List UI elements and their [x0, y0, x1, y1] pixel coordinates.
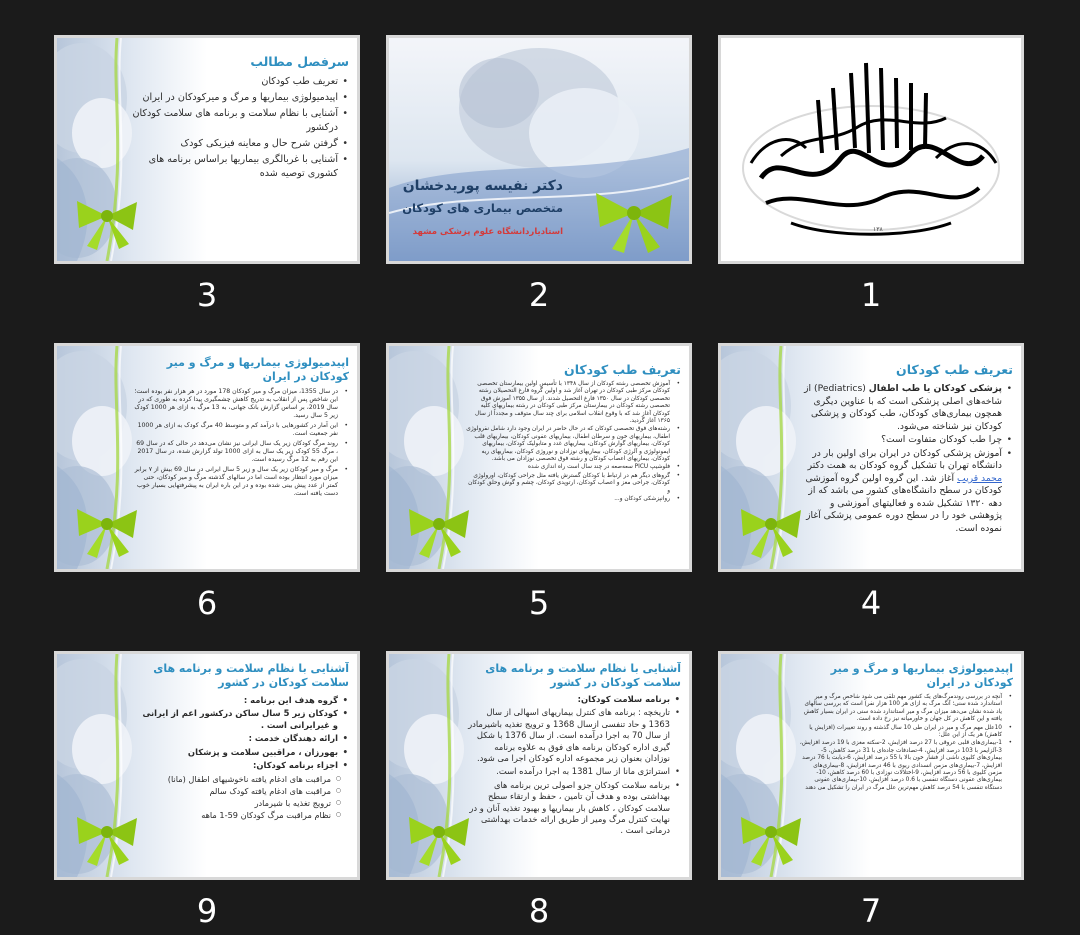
slide-title: تعریف طب کودکان: [896, 362, 1013, 377]
presenter-name: دکتر نفیسه پوریدخشان: [402, 178, 563, 194]
slide-thumbnail-7[interactable]: [718, 651, 1024, 880]
bullet-item: • تاریخچه : برنامه های کنترل بیماریهای اسهالی از سال 1363 و حاد تنفسی ازسال 1368 و ترویج تغذیه باشیرمادر از سال 70 به اجرا درآمده است. از سال 1376 با شکل گیری اداره کودکان برنامه های فوق به علاوه برنامه نوزادان بعنوان زیر مجموعه اداره کودکان اجرا می شود.: [467, 707, 670, 764]
slide-thumbnail-4[interactable]: [718, 343, 1024, 572]
bullet-text: آموزش پزشکی کودکان در ایران برای اولین بار در دانشگاه تهران با تشکیل گروه کودکان به همت دکتر: [807, 447, 1002, 471]
slide-thumbnail-3[interactable]: [54, 35, 360, 264]
slide-title: آشنایی با نظام سلامت و برنامه های سلامت کودکان در کشور: [485, 662, 681, 689]
slide-title: اپیدمیولوژی بیماریها و مرگ و میر کودکان در ایران: [830, 662, 1013, 689]
slide-8: [389, 654, 689, 877]
bullet-item: • مرگ و میر کودکان زیر یک سال و زیر 5 سال ایرانی در سال 69 بیش از ۷ برابر میزان مورد انتظار بوده است اما در سالهای گذشته مرگ و میر کودکان، حتی کمتر از عدد پیش بینی شده بوده و در این باره ایران به پیشرفتهایی بسیار خوب دست یافته است.: [133, 466, 338, 498]
slide-number: 4: [860, 584, 882, 622]
bullet-item: • آشنایی با نظام سلامت و برنامه های سلامت کودکان درکشور: [129, 107, 338, 135]
slide-thumbnail-8[interactable]: [386, 651, 692, 880]
bullet-item: • رشته‌های فوق تخصصی کودکان که در حال حاضر در ایران وجود دارد شامل نفرولوژی اطفال، بیماریهای خون و سرطان اطفال، بیماریهای عفونی کودکان، بیماریهای قلب کودکان، بیماریهای گوارش کودکان، بیماریهای غدد و متابولیک کودکان، بیماریهای ایمونولوژی و آلرژی کودکان، بیماریهای نوزادان و نوروژی کودکان، بیماریهای ریه کودکان، بیماریهای اعصاب کودکان و رشته فوق تخصصی نوزادان می باشد.: [465, 426, 670, 463]
slide-number: 2: [528, 276, 550, 314]
sub-bullet-item: ○ ترویج تغذیه با شیرمادر: [135, 797, 331, 809]
sub-bullet-item: ○ مراقبت های ادغام یافته کودک سالم: [135, 785, 331, 797]
presenter-specialty: متخصص بیماری های کودکان: [402, 201, 563, 215]
bullet-item: • 1-بیماری‌های قلبی عروقی با 27 درصد افزایش، 2-سکته مغزی با 19 درصد افزایش، 3-آلزایمر با 103 درصد افزایش، 4-تصادفات جاده‌ای با 31 درصد کاهش، 5- بیماری‌های کلیوی ناشی از فشار خون بالا با 55 درصد افزایش، 6-دیابت با 76 درصد افزایش، 7-بیماری‌های مزمن انسدادی ریوی با 46 درصد افزایش، 8-بیماری‌های مزمن کلیوی با 56 درصد افزایش، 9-اختلالات نوزادی با 60 درصد کاهش، 10-بیماری‌های عفونی دستگاه تنفسی با 0.6 درصد افزایش، 10-بیماری‌های عفونی دستگاه تنفسی با 54 درصد کاهش مهم‌ترین علل مرگ در ایران را تشکیل می دهند: [799, 740, 1002, 792]
slide-7: [721, 654, 1021, 877]
hyperlink[interactable]: محمد قریب: [957, 472, 1002, 484]
bullet-item: • 10علل مهم مرگ و میر در ایران طی 10 سال گذشته و روند تغییرات (افزایش یا کاهش) هر یک از این علل:: [799, 725, 1002, 740]
bullet-item: • این آمار در کشورهایی با درآمد کم و متوسط 40 مرگ کودک به ازای هر 1000 نفر جمعیت است.: [133, 422, 338, 438]
bullet-item: • در سال 1355، میزان مرگ و میر کودکان 178 مورد در هر هزار نفر بوده است؛ این شاخص پس از انقلاب به تدریج کاهش چشمگیری پیدا کرده به طوری که در سال 2019، بر اساس گزارش بانک جهانی، به 13 مرگ به ازای هر 1000 کودک زیر 5 سال رسید.: [133, 388, 338, 420]
slide-title: اپیدمیولوژی بیماریها و مرگ و میر کودکان در ایران: [166, 356, 349, 383]
bullet-item: • کودکان زیر 5 سال ساکن درکشور اعم از ایرانی و غیرایرانی است .: [135, 708, 338, 731]
bullet-item: • اجزاء برنامه کودکان:: [135, 760, 338, 771]
bullet-text: (Pediatrics) از شاخه‌های اصلی پزشکی است که با عناوین دیگری همچون بیماری‌های کودکان، طب کودکان و پزشکی کودکان نیز شناخته می‌شود.: [804, 383, 1002, 432]
bullet-item: • گرفتن شرح حال و معاینه فیزیکی کودک: [129, 137, 338, 151]
bullet-item: • گروهای دیگر هم در ارتباط با کودکان گسترش یافته مثل جراحی کودکان، اورولوژی کودکان، جراحی مغز و اعصاب کودکان، ارتوپدی کودکان، چشم و گوش وحلق کودکان و: [465, 473, 670, 495]
slide-thumbnail-6[interactable]: [54, 343, 360, 572]
slide-thumbnail-1[interactable]: [718, 35, 1024, 264]
bullet-text: آغاز شد. این گروه اولین گروه آموزشی کودکان در سطح دانشگاه‌های کشور می باشد که از دهه ۱۳۲۰ تشکیل شده و فعالیتهای آموزشی و پژوهشی خود را در سطح دوره عمومی پزشکی آغاز نموده است.: [805, 472, 1002, 534]
slide-number: 7: [860, 892, 882, 930]
slide-thumbnail-9[interactable]: [54, 651, 360, 880]
slide-2: [389, 38, 689, 261]
bullet-item: • چرا طب کودکان متفاوت است؟: [801, 434, 1002, 447]
bullet-item: • تعریف طب کودکان: [129, 75, 338, 89]
slide-number: 3: [196, 276, 218, 314]
slide-3: [57, 38, 357, 261]
slide-thumbnail-2[interactable]: [386, 35, 692, 264]
bullet-item: [801, 383, 1002, 433]
bullet-item: • آنچه در بررسی روندمرگ‌های یک کشور مهم تلقی می شود شاخص مرگ و میر استاندارد شده سنی؛ آنگ مرگ به ازای هر 100 هزار نفر) است که بررسی سالهای یاد شده نشان می‌دهد میزان مرگ و میر استاندارد شده سنی در ایران بسیار کاهش یافته و این کاهش در کل جهان و خاورمیانه نیز رخ داده است.: [799, 694, 1002, 724]
calligraphy-image: [721, 38, 1021, 261]
bullet-item: • برنامه سلامت کودکان:: [467, 694, 670, 705]
bullet-item: • فلوشیپ PICU سعه‌صعه در چند سال است راه اندازی شده: [465, 464, 670, 471]
slide-number: 5: [528, 584, 550, 622]
calligraphy-footnote: ۱۳۸: [873, 226, 883, 233]
bullet-item: • برنامه سلامت کودکان جزو اصولی ترین برنامه های بهداشتی بوده و هدف آن تامین ، حفظ و ارتقاء سطح سلامت کودکان ، کاهش بار بیماریها و بهبود تغذیه آنان و در نهایت کنترل مرگ ومیر از طریق ارائه خدمات بهداشتی درمانی است .: [467, 780, 670, 837]
slide-4: [721, 346, 1021, 569]
presenter-position: استادیاردانشگاه علوم پزشکی مشهد: [412, 227, 563, 237]
slide-5: [389, 346, 689, 569]
slide-title: تعریف طب کودکان: [564, 362, 681, 377]
bullet-item: • استراتژی مانا از سال 1381 به اجرا درآمده است.: [467, 766, 670, 777]
bullet-item: • روند مرگ کودکان زیر یک سال ایرانی نیز نشان می‌دهد در حالی که در سال 69 ، مرگ 55 کودک زیر یک سال به ازای 1000 تولد گزارش شده، در سال 2017 این رقم به 12 مرگ رسیده است.: [133, 440, 338, 464]
slide-thumbnail-5[interactable]: [386, 343, 692, 572]
bullet-item: • بهورزان ، مراقبین سلامت و پزشکان: [135, 747, 338, 758]
slide-number: 1: [860, 276, 882, 314]
bold-term: پزشکی کودکان یا طب اطفال: [868, 383, 1002, 394]
slide-1: [721, 38, 1021, 261]
calligraphy-text: [721, 38, 722, 39]
slide-number: 8: [528, 892, 550, 930]
slide-9: [57, 654, 357, 877]
bullet-item: • آشنایی با غربالگری بیماریها براساس برنامه های کشوری توصیه شده: [129, 153, 338, 181]
slide-number: 9: [196, 892, 218, 930]
bullet-item: • آموزش تخصصی رشته کودکان از سال ۱۳۴۸ با تأسیس اولین بیمارستان تخصصی کودکان مرکز طبی کودکان در تهران آغاز شد و اولین گروه فارغ التحصیلان رشته تخصصی کودکان در سال ۱۳۵۰ فارغ التحصیل شدند. از سال ۱۳۵۵ آموزش فوق تخصصی رشته کودکان در بیمارستان مرکز طبی کودکان در رشته بیماریهای کلیه کودکان آغاز شد که با وقوع انقلاب اسلامی برای چند سال متوقف و مجدداً از سال ۱۳۶۵ آغاز گردید.: [465, 381, 670, 425]
bullet-item: [801, 448, 1002, 536]
slide-6: [57, 346, 357, 569]
bullet-item: • روانپزشکی کودکان و...: [465, 496, 670, 503]
sub-bullet-item: ○ نظام مراقبت مرگ کودکان 59-1 ماهه: [135, 809, 331, 821]
slide-title: آشنایی با نظام سلامت و برنامه های سلامت کودکان در کشور: [153, 662, 349, 689]
slide-number: 6: [196, 584, 218, 622]
sub-bullet-item: ○ مراقبت های ادغام یافته ناخوشیهای اطفال (مانا): [135, 773, 331, 785]
slide-title: سرفصل مطالب: [250, 54, 349, 69]
bullet-item: • ارائه دهندگان خدمت :: [135, 733, 338, 744]
bullet-item: • اپیدمیولوژی بیماریها و مرگ و میرکودکان در ایران: [129, 91, 338, 105]
bullet-item: • گروه هدف این برنامه :: [135, 695, 338, 706]
